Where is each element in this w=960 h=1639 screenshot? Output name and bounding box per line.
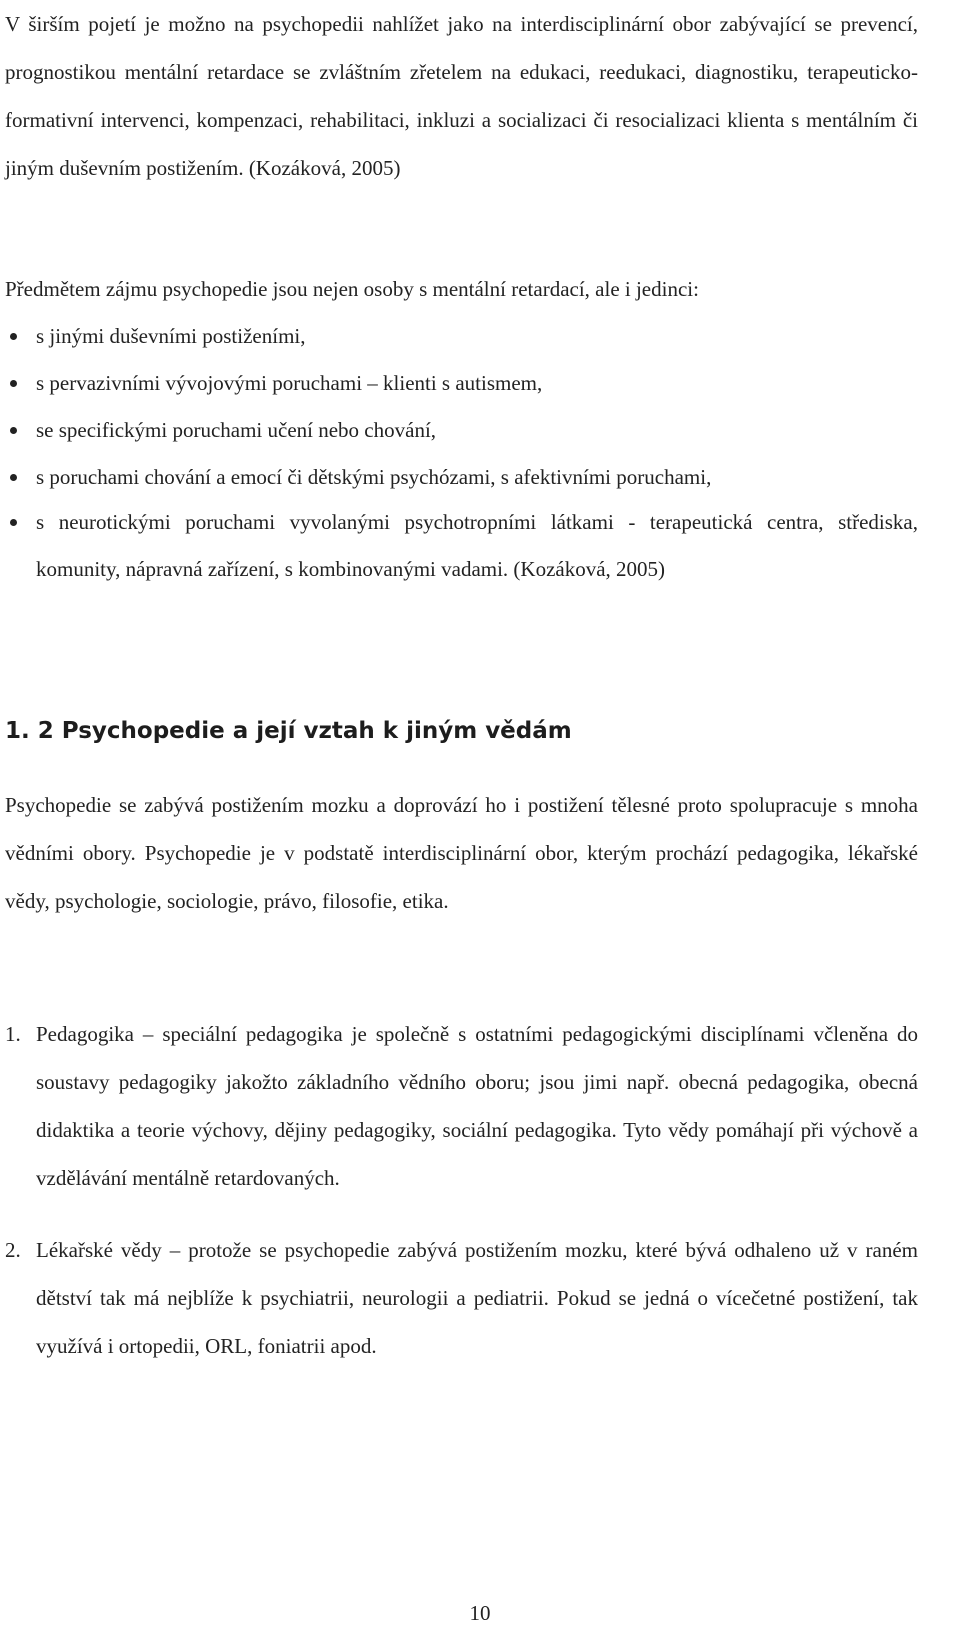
bullet-icon xyxy=(10,519,17,526)
list-item-text: s neurotickými poruchami vyvolanými psychotropními látkami - terapeutická centra, střediska, komunity, nápravná zařízení, s kombinovanými vadami. (Kozáková, 2005) xyxy=(36,510,918,581)
list-item xyxy=(5,462,918,492)
page-number: 10 xyxy=(469,1601,491,1625)
bullet-icon xyxy=(10,474,17,481)
list-number: 2. xyxy=(5,1238,21,1262)
list-number: 1. xyxy=(5,1022,21,1046)
list-item xyxy=(5,321,918,351)
bullet-icon xyxy=(10,333,17,340)
numbered-list-item-text: Lékařské vědy – protože se psychopedie zabývá postižením mozku, které bývá odhaleno už v raném dětství tak má nejblíže k psychiatrii, neurologii a pediatrii. Pokud se jedná o vícečetné postižení, tak využívá i ortopedii, ORL, foniatrii apod. xyxy=(36,1238,918,1358)
numbered-list-item-text: Pedagogika – speciální pedagogika je společně s ostatními pedagogickými disciplínami včleněna do soustavy pedagogiky jakožto základního vědního oboru; jsou jimi např. obecná pedagogika, obecná didaktika a teorie výchovy, dějiny pedagogiky, sociální pedagogika. Tyto vědy pomáhají při výchově a vzdělávání mentálně retardovaných. xyxy=(36,1022,918,1190)
list-item-text: s pervazivními vývojovými poruchami – klienti s autismem, xyxy=(36,371,543,395)
list-item xyxy=(5,368,918,398)
numbered-list-item xyxy=(5,1226,918,1370)
section-paragraph: Psychopedie se zabývá postižením mozku a doprovází ho i postižení tělesné proto spolupracuje s mnoha vědními obory. Psychopedie je v podstatě interdisciplinární obor, kterým prochází pedagogika, lékařské vědy, psychologie, sociologie, právo, filosofie, etika. xyxy=(5,793,918,913)
list-item-text: s poruchami chování a emocí či dětskými psychózami, s afektivními poruchami, xyxy=(36,465,712,489)
section-heading: 1. 2 Psychopedie a její vztah k jiným vědám xyxy=(5,718,572,744)
intro-paragraph: V širším pojetí je možno na psychopedii nahlížet jako na interdisciplinární obor zabývající se prevencí, prognostikou mentální retardace se zvláštním zřetelem na edukaci, reedukaci, diagnostiku, terapeuticko-formativní intervenci, kompenzaci, rehabilitaci, inkluzi a socializaci či resocializaci klienta s mentálním či jiným duševním postižením. (Kozáková, 2005) xyxy=(5,12,918,180)
subjects-lead: Předmětem zájmu psychopedie jsou nejen osoby s mentální retardací, ale i jedinci: xyxy=(5,277,699,301)
numbered-list-item xyxy=(5,1010,918,1202)
list-item xyxy=(5,499,918,639)
list-item-text: se specifickými poruchami učení nebo chování, xyxy=(36,418,437,442)
bullet-icon xyxy=(10,380,17,387)
list-item xyxy=(5,415,918,445)
bullet-icon xyxy=(10,427,17,434)
list-item-text: s jinými duševními postiženími, xyxy=(36,324,306,348)
